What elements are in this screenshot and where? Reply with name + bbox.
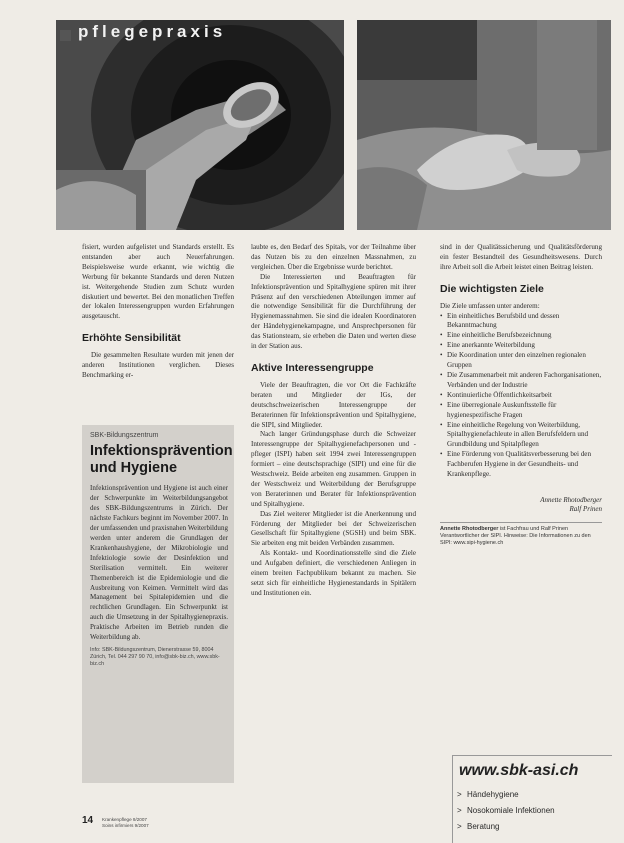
infobox-text: Infektionsprävention und Hygiene ist auch einer der Schwerpunkte im Weiterbildungsangebot des SBK-Bildungszentrums in Zürich. Der nächste Fachkurs beginnt im November 2007. In der umfassenden und praxisnahen Weiterbildung werden unter anderem die Grundlagen der Krankenhaushygiene, der Mikrobiologie und Infektiologie sowie der Desinfektion und Sterilisation vermittelt. Ein weiterer Themenbereich ist die Epidemiologie und die Ausbreitung von Keimen. Vermittelt wird das Management bei Spitalepidemien und die rechtlichen Grundlagen. Ein Schwerpunkt ist auch die Umsetzung in der Spitalhygienepraxis. Praktische Arbeiten im Betrieb runden die Weiterbildung ab. xyxy=(90,484,228,642)
author-name: Ralf Prinen xyxy=(569,504,602,513)
goal-item: • Eine einheitliche Berufsbezeichnung xyxy=(440,331,602,341)
column1-paragraph-1: fisiert, wurden aufgelistet und Standards erstellt. Es entstanden aber auch Neuerfahrungen. Beispielsweise wurde erkannt, wie wichtig die Werbung für bekannte Standards und deren Nutzen ist. Weitergehende Studien zum Schutz wurden diskutiert und bewertet. Bei den monatlichen Treffen der lokalen Interessengruppen wurden Erfahrungen ausgetauscht. xyxy=(82,243,234,321)
photo-cleaning-pipe xyxy=(56,20,344,230)
publication-line: Soins infirmiers 9/2007 xyxy=(102,823,149,828)
subhead-erhoehte-sensibilitaet: Erhöhte Sensibilität xyxy=(82,332,181,345)
section-heading: pflegepraxis xyxy=(78,22,227,41)
goal-item: • Ein einheitliches Berufsbild und dessen Bekanntmachung xyxy=(440,312,602,332)
section-marker-square xyxy=(60,30,71,41)
author-note-text: ist Fachfrau und Ralf Prinen Verantwortlicher der SIPI. Hinweise: Die Informationen zu den SIPI: www.sipi-hygiene.ch xyxy=(440,525,591,546)
goal-item: • Die Koordination unter den einzelnen regionalen Gruppen xyxy=(440,351,602,371)
goal-item: • Kontinuierliche Öffentlichkeitsarbeit xyxy=(440,391,602,401)
website-url-link[interactable]: www.sbk-asi.ch xyxy=(459,762,579,779)
weblink-label: Händehygiene xyxy=(467,790,519,799)
author-note-name: Annette Rhotodberger xyxy=(440,525,499,532)
chevron-right-icon: > xyxy=(457,806,462,815)
weblink-label: Nosokomiale Infektionen xyxy=(467,806,555,815)
author-note xyxy=(440,522,602,547)
subhead-aktive-interessengruppe: Aktive Interessengruppe xyxy=(251,361,374,374)
infobox-title: Infektionsprävention und Hygiene xyxy=(90,443,233,476)
chevron-right-icon: > xyxy=(457,790,462,799)
column1-paragraph-2: Die gesammelten Resultate wurden mit jenen der anderen Institutionen verglichen. Dieses Benchmarking er- xyxy=(82,351,234,379)
column2-paragraph-3: Viele der Beauftragten, die vor Ort die Fachkräfte beraten und Mitglieder der IGs, der deutschschweizerischen Interessengruppe der Beraterinnen für Infektionsprävention und Spitalhygiene, die SIPI, sind Mitglieder. xyxy=(251,380,416,429)
weblink-item[interactable] xyxy=(457,787,612,803)
chevron-right-icon: > xyxy=(457,822,462,831)
goal-item: • Eine überregionale Auskunftsstelle für hygienespezifische Fragen xyxy=(440,401,602,421)
goal-item: • Eine einheitliche Regelung von Weiterbildung, Spitalhygienefachleute in allen Berufsfeldern und Grundbildung und Spitalpflegen xyxy=(440,421,602,451)
goal-item: • Eine Förderung von Qualitätsverbesserung bei den Fachberufen Hygiene in der Gesundheits- und Krankenpflege. xyxy=(440,450,602,480)
photo-gloved-hands xyxy=(357,20,611,230)
photo-right-image xyxy=(357,20,611,230)
weblink-item[interactable] xyxy=(457,803,612,819)
author-name: Annette Rhotodberger xyxy=(540,495,602,504)
weblink-item[interactable] xyxy=(457,819,612,835)
goal-item: • Die Zusammenarbeit mit anderen Fachorganisationen, Verbänden und der Industrie xyxy=(440,371,602,391)
column2-paragraph-4: Nach langer Gründungsphase durch die Schweizer Interessengruppe der Spitalhygienefachpersonen und -pfleger (ISPI) haben seit 1994 zwei Interessengruppen formiert – eine deutschsprachige (SIPI) und eine für die Westschweiz. Beide arbeiten eng zusammen. Gruppen in der Westschweiz und Weiterbildung der Berufsgruppe von Beraterinnen und Berater für Infektionsprävention und Spitalhygiene. xyxy=(251,430,416,508)
column2-paragraph-6: Als Kontakt- und Koordinationsstelle sind die Ziele und Aufgaben definiert, die verschiedenen Anliegen in einem breiten Fachpublikum bekannt zu machen. Sie setzt sich für einheitliche Hygienestandards in Spitälern und Institutionen ein. xyxy=(251,549,416,597)
column3-paragraph-1: sind in der Qualitätssicherung und Qualitätsförderung ein fester Bestandteil des Gesundheitswesens. Durch ihre Arbeit soll die Arbeit leistet einen Beitrag leisten. xyxy=(440,243,602,271)
subhead-wichtigste-ziele: Die wichtigsten Ziele xyxy=(440,282,544,295)
article-column-3 xyxy=(440,243,602,547)
author-byline xyxy=(440,496,602,514)
page-number: 14 xyxy=(82,815,94,826)
weblinks-box xyxy=(452,755,612,843)
infobox-contact: Info: SBK-Bildungszentrum, Dienerstrasse 59, 8004 Zürich, Tel. 044 297 90 70, info@sbk-biz.ch, www.sbk-biz.ch xyxy=(90,647,220,668)
column2-paragraph-1: laubte es, den Bedarf des Spitals, vor der Teilnahme über das Nutzen bis zu den einzelnen Massnahmen, zu vergleichen. Über die Ergebnisse wurde berichtet. xyxy=(251,243,416,271)
goals-intro: Die Ziele umfassen unter anderem: xyxy=(440,301,540,310)
infobox-kicker: SBK-Bildungszentrum xyxy=(90,432,159,439)
goals-list xyxy=(440,312,602,480)
article-column-2 xyxy=(251,243,416,599)
publication-info xyxy=(102,817,149,829)
column2-paragraph-2: Die Interessierten und Beauftragten für Infektionsprävention und Spitalhygiene spüren mit ihrer Präsenz auf den verschiedenen Abteilungen immer auf die notwendige Sensibilität für die Durchführung der Hygienemassnahmen. Sie sind die idealen Koordinatoren der Händehygienekampagne, und Ansprechpersonen für das Stationsteam, sie erheben die Daten und werten diese in der Station aus. xyxy=(251,272,416,351)
sbk-info-box xyxy=(82,425,234,783)
publication-line: Krankenpflege 9/2007 xyxy=(102,817,147,822)
column2-paragraph-5: Das Ziel weiterer Mitglieder ist die Anerkennung und Förderung der Mitglieder bei der Schweizerischen Gesellschaft für Spitalhygiene (SGSH) und beim SBK. Sie arbeiten eng mit beiden Verbänden zusammen. xyxy=(251,509,416,548)
photo-left-image xyxy=(56,20,344,230)
article-column-1 xyxy=(82,243,234,381)
weblink-label: Beratung xyxy=(467,822,500,831)
goal-item: • Eine anerkannte Weiterbildung xyxy=(440,341,602,351)
